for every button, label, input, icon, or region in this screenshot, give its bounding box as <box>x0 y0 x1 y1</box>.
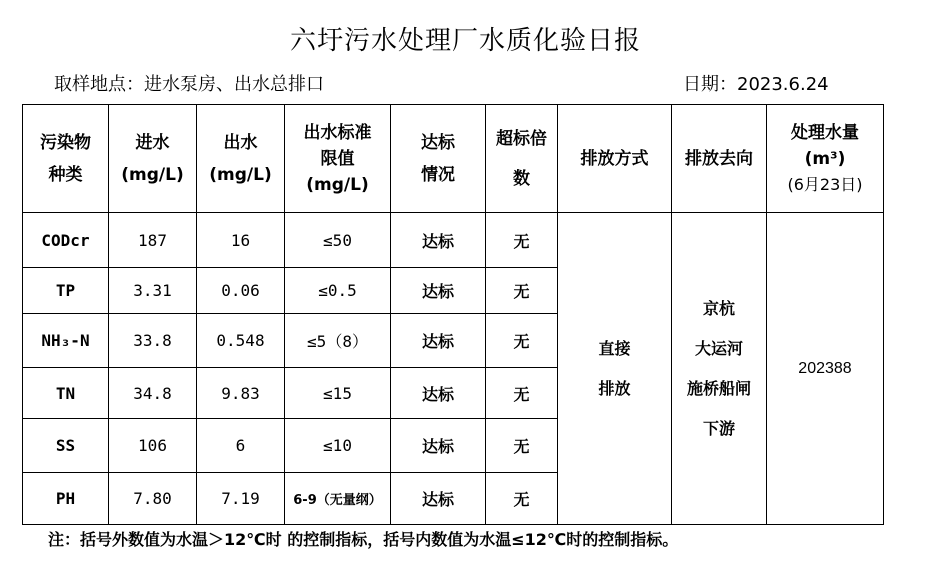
header-discharge-destination: 排放去向 <box>672 105 767 213</box>
sampling-location: 取样地点：进水泵房、出水总排口 <box>54 74 324 95</box>
header-limit: 出水标准 限值 (mg/L) <box>285 105 391 213</box>
treated-volume: 202388 <box>767 213 884 525</box>
report-date: 日期：2023.6.24 <box>683 74 829 95</box>
limit-value: ≤5（8） <box>285 314 391 368</box>
pollutant-name: TP <box>23 268 109 314</box>
influent-value: 7.80 <box>109 473 197 525</box>
status-value: 达标 <box>391 314 486 368</box>
pollutant-name: PH <box>23 473 109 525</box>
water-quality-table <box>22 104 884 525</box>
header-discharge-method: 排放方式 <box>558 105 672 213</box>
influent-value: 187 <box>109 213 197 268</box>
exceed-value: 无 <box>486 268 558 314</box>
pollutant-name: CODcr <box>23 213 109 268</box>
header-influent: 进水 (mg/L) <box>109 105 197 213</box>
header-pollutant: 污染物 种类 <box>23 105 109 213</box>
exceed-value: 无 <box>486 213 558 268</box>
exceed-value: 无 <box>486 314 558 368</box>
influent-value: 106 <box>109 419 197 473</box>
pollutant-name: SS <box>23 419 109 473</box>
status-value: 达标 <box>391 368 486 419</box>
effluent-value: 7.19 <box>197 473 285 525</box>
effluent-value: 9.83 <box>197 368 285 419</box>
discharge-destination: 京杭 大运河 施桥船闸 下游 <box>672 213 767 525</box>
effluent-value: 6 <box>197 419 285 473</box>
influent-value: 33.8 <box>109 314 197 368</box>
exceed-value: 无 <box>486 368 558 419</box>
status-value: 达标 <box>391 473 486 525</box>
header-row <box>23 105 884 213</box>
exceed-value: 无 <box>486 473 558 525</box>
table-row <box>23 213 884 268</box>
header-effluent: 出水 (mg/L) <box>197 105 285 213</box>
effluent-value: 16 <box>197 213 285 268</box>
status-value: 达标 <box>391 268 486 314</box>
influent-value: 3.31 <box>109 268 197 314</box>
limit-value: ≤10 <box>285 419 391 473</box>
effluent-value: 0.06 <box>197 268 285 314</box>
effluent-value: 0.548 <box>197 314 285 368</box>
header-exceed: 超标倍 数 <box>486 105 558 213</box>
status-value: 达标 <box>391 213 486 268</box>
discharge-method: 直接 排放 <box>558 213 672 525</box>
pollutant-name: NH₃-N <box>23 314 109 368</box>
limit-value: 6-9（无量纲） <box>285 473 391 525</box>
influent-value: 34.8 <box>109 368 197 419</box>
status-value: 达标 <box>391 419 486 473</box>
limit-value: ≤0.5 <box>285 268 391 314</box>
header-volume: 处理水量 (m³) (6月23日) <box>767 105 884 213</box>
exceed-value: 无 <box>486 419 558 473</box>
limit-value: ≤50 <box>285 213 391 268</box>
footnote: 注：括号外数值为水温＞12℃时 的控制指标，括号内数值为水温≤12℃时的控制指标。 <box>48 530 679 549</box>
limit-value: ≤15 <box>285 368 391 419</box>
header-status: 达标 情况 <box>391 105 486 213</box>
report-title: 六圩污水处理厂水质化验日报 <box>289 26 641 56</box>
pollutant-name: TN <box>23 368 109 419</box>
